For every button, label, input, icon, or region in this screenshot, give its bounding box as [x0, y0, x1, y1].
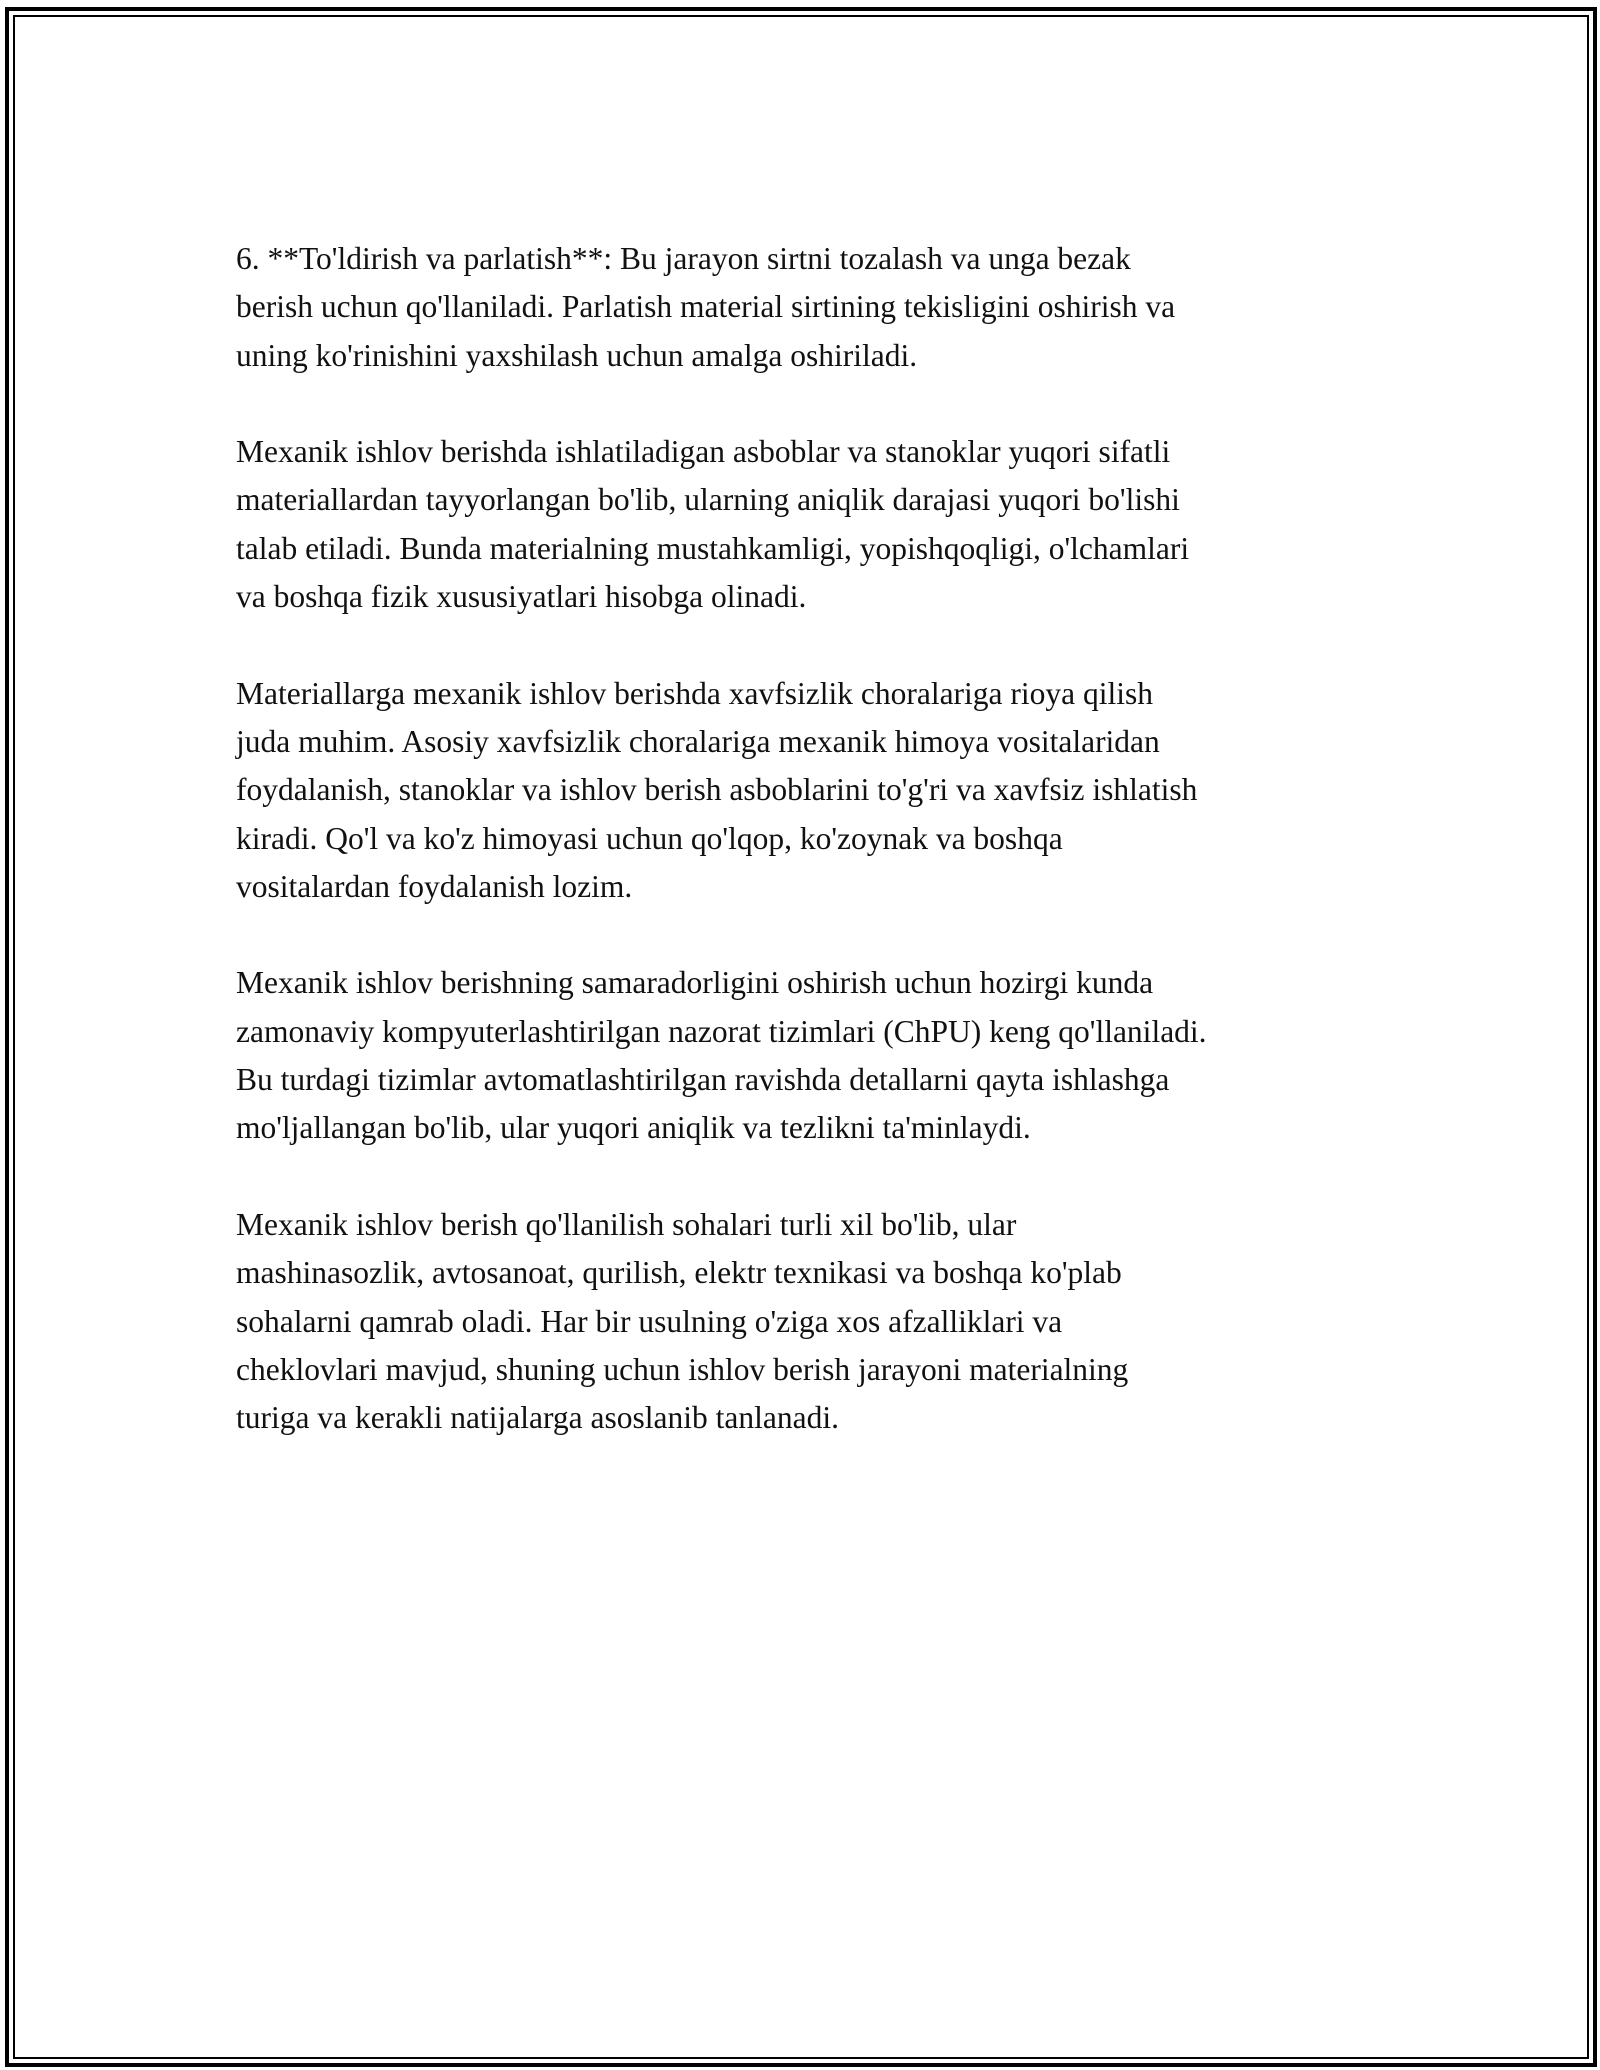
paragraph-cnc-systems: Mexanik ishlov berishning samaradorligini oshirish uchun hozirgi kunda zamonaviy kompyuterlashtirilgan nazorat tizimlari (ChPU) keng qo'llaniladi. Bu turdagi tizimlar avtomatlashtirilgan ravishda detallarni qayta ishlashga mo'ljallangan bo'lib, ular yuqori aniqlik va tezlikni ta'minlaydi.	[236, 965, 1207, 1146]
paragraph-safety-measures: Materiallarga mexanik ishlov berishda xavfsizlik choralariga rioya qilish juda muhim. Asosiy xavfsizlik choralariga mexanik himoya vositalaridan foydalanish, stanoklar va ishlov berish asboblarini to'g'ri va xavfsiz ishlatish kiradi. Qo'l va ko'z himoyasi uchun qo'lqop, ko'zoynak va boshqa vositalardan foydalanish lozim.	[236, 675, 1198, 904]
paragraph-tools-and-machines: Mexanik ishlov berishda ishlatiladigan asboblar va stanoklar yuqori sifatli materiallardan tayyorlangan bo'lib, ularning aniqlik darajasi yuqori bo'lishi talab etiladi. Bunda materialning mustahkamligi, yopishqoqligi, o'lchamlari va boshqa fizik xususiyatlari hisobga olinadi.	[236, 434, 1190, 615]
paragraph-polishing: 6. **To'ldirish va parlatish**: Bu jarayon sirtni tozalash va unga bezak berish uchun qo'llaniladi. Parlatish material sirtining tekisligini oshirish va uning ko'rinishini yaxshilash uchun amalga oshiriladi.	[236, 241, 1176, 373]
paragraph-application-areas: Mexanik ishlov berish qo'llanilish sohalari turli xil bo'lib, ular mashinasozlik, avtosanoat, qurilish, elektr texnikasi va boshqa ko'plab sohalarni qamrab oladi. Har bir usulning o'ziga xos afzalliklari va cheklovlari mavjud, shuning uchun ishlov berish jarayoni materialning turiga va kerakli natijalarga asoslanib tanlanadi.	[236, 1206, 1129, 1436]
document-body	[236, 235, 1376, 1491]
